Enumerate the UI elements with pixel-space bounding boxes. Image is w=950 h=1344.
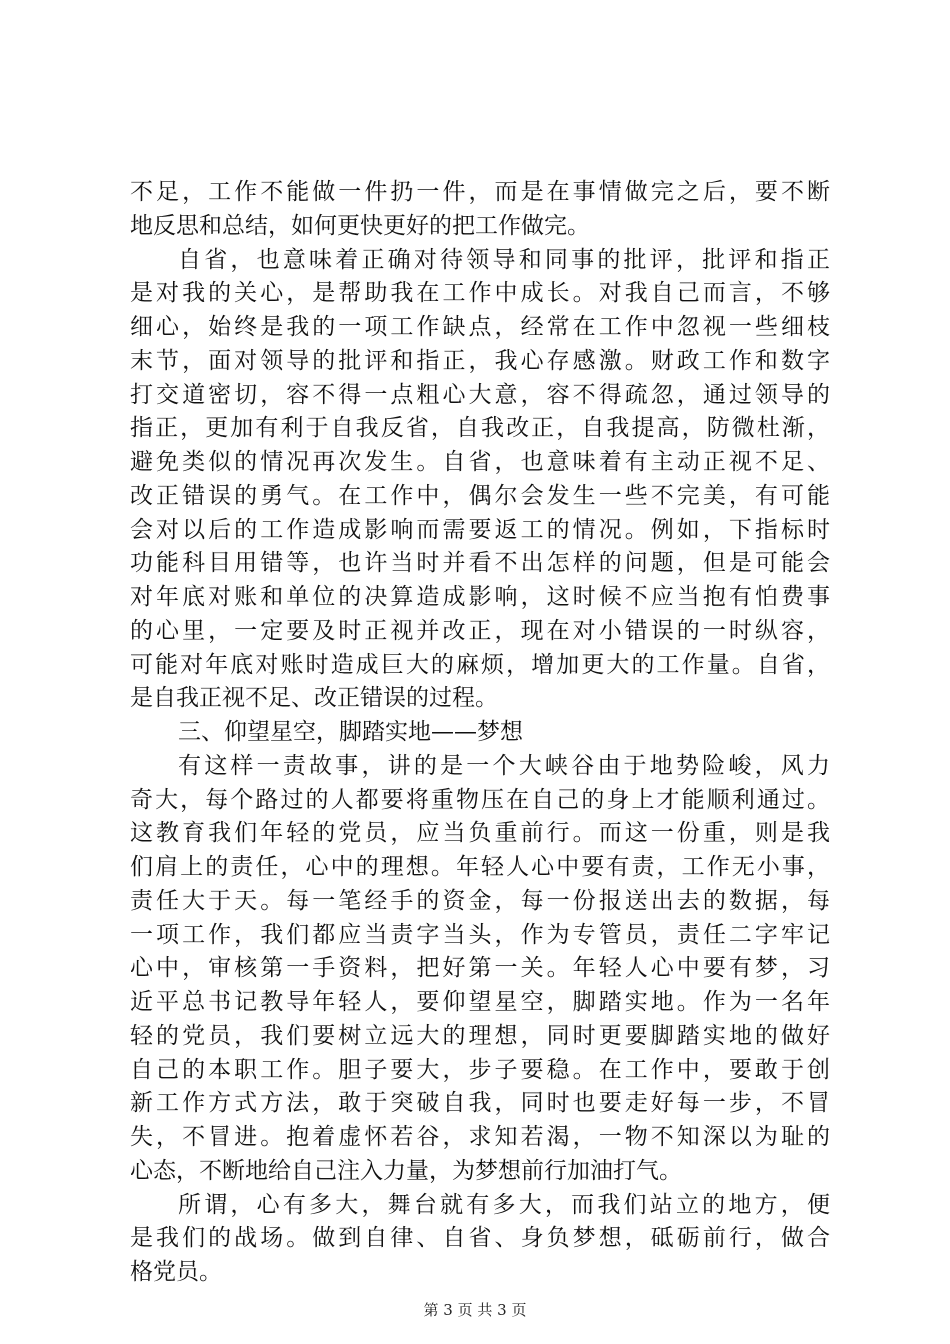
text-line: 自省，也意味着正确对待领导和同事的批评，批评和指正: [178, 246, 830, 273]
text-line: 失，不冒进。抱着虚怀若谷，求知若渴，一物不知深以为耻的: [130, 1124, 830, 1150]
text-line: 的心里，一定要及时正视并改正，现在对小错误的一时纵容，: [130, 617, 830, 644]
text-line: 是对我的关心，是帮助我在工作中成长。对我自己而言，不够: [130, 280, 830, 307]
text-line: 有这样一责故事，讲的是一个大峡谷由于地势险峻，风力: [178, 752, 830, 779]
text-line: 所谓，心有多大，舞台就有多大，而我们站立的地方，便: [178, 1191, 830, 1218]
text-line: 地反思和总结，如何更快更好的把工作做完。: [130, 212, 590, 239]
text-line: 是自我正视不足、改正错误的过程。: [130, 685, 498, 712]
text-line: 这教育我们年轻的党员，应当负重前行。而这一份重，则是我: [130, 820, 830, 847]
text-line: 可能对年底对账时造成巨大的麻烦，增加更大的工作量。自省，: [130, 651, 830, 678]
text-line: 避免类似的情况再次发生。自省，也意味着有主动正视不足、: [130, 449, 830, 475]
text-line: 对年底对账和单位的决算造成影响，这时候不应当抱有怕费事: [130, 584, 830, 610]
text-line: 奇大，每个路过的人都要将重物压在自己的身上才能顺利通过。: [130, 786, 830, 813]
text-line: 心中，审核第一手资料，把好第一关。年轻人心中要有梦，习: [130, 955, 830, 982]
text-line: 心态，不断地给自己注入力量，为梦想前行加油打气。: [130, 1157, 682, 1184]
page-footer: 第 3 页 共 3 页: [423, 1301, 527, 1319]
text-line: 新工作方式方法，敢于突破自我，同时也要走好每一步，不冒: [130, 1090, 830, 1117]
text-line: 一项工作，我们都应当责字当头，作为专管员，责任二字牢记: [130, 921, 830, 948]
text-line: 格党员。: [130, 1259, 222, 1285]
text-line: 指正，更加有利于自我反省，自我改正，自我提高，防微杜渐，: [130, 415, 830, 442]
text-line: 不足，工作不能做一件扔一件，而是在事情做完之后，要不断: [130, 179, 830, 205]
text-line: 细心，始终是我的一项工作缺点，经常在工作中忽视一些细枝: [130, 314, 830, 340]
text-line: 三、仰望星空，脚踏实地——梦想: [178, 719, 523, 745]
document-body: [130, 176, 830, 1290]
text-line: 近平总书记教导年轻人，要仰望星空，脚踏实地。作为一名年: [130, 989, 830, 1015]
text-line: 是我们的战场。做到自律、自省、身负梦想，砥砺前行，做合: [130, 1225, 830, 1252]
text-line: 改正错误的勇气。在工作中，偶尔会发生一些不完美，有可能: [130, 482, 830, 509]
text-line: 功能科目用错等，也许当时并看不出怎样的问题，但是可能会: [130, 550, 830, 577]
text-line: 责任大于天。每一笔经手的资金，每一份报送出去的数据，每: [130, 887, 830, 914]
text-line: 末节，面对领导的批评和指正，我心存感激。财政工作和数字: [130, 347, 830, 374]
text-line: 轻的党员，我们要树立远大的理想，同时更要脚踏实地的做好: [130, 1022, 830, 1049]
text-line: 们肩上的责任，心中的理想。年轻人心中要有责，工作无小事，: [130, 854, 830, 880]
text-line: 打交道密切，容不得一点粗心大意，容不得疏忽，通过领导的: [130, 381, 830, 408]
text-line: 会对以后的工作造成影响而需要返工的情况。例如，下指标时: [130, 516, 830, 543]
text-line: 自己的本职工作。胆子要大，步子要稳。在工作中，要敢于创: [130, 1056, 830, 1083]
